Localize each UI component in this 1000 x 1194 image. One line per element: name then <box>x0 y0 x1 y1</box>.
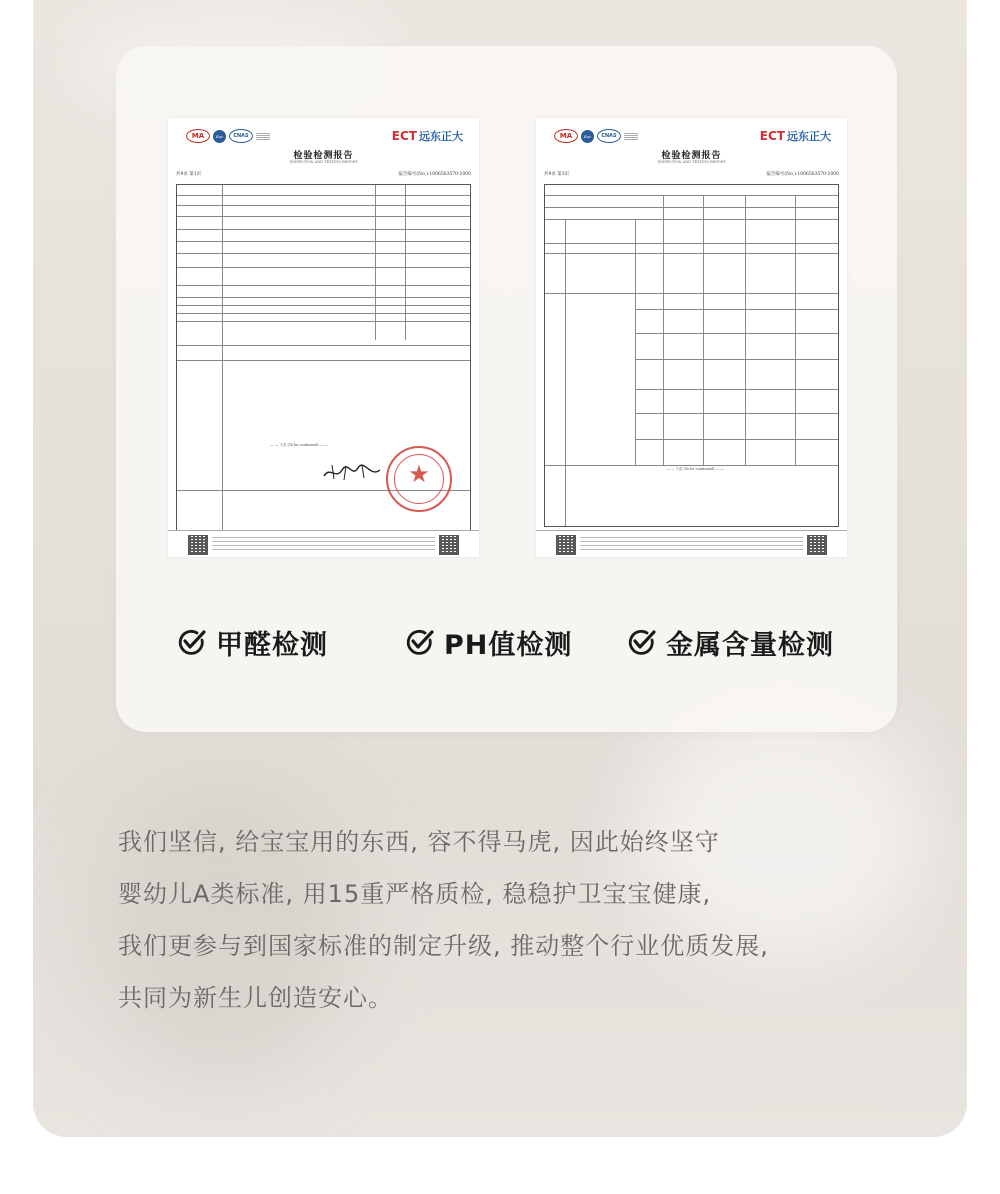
continued-note: — — 下页 (To be continued) — — <box>666 467 724 471</box>
report-meta <box>544 171 839 177</box>
page-number: 共9页 第3页 <box>544 172 570 177</box>
statement-line: 我们坚信, 给宝宝用的东西, 容不得马虎, 因此始终坚守 <box>118 828 720 856</box>
official-seal: ★ <box>386 446 452 512</box>
cnas-logo: CNAS <box>597 129 621 143</box>
statement-line: 婴幼儿A类标准, 用15重严格质检, 稳稳护卫宝宝健康, <box>118 880 712 908</box>
ilac-logo: ilac <box>213 130 226 143</box>
check-badge-icon <box>404 627 434 657</box>
feature-formaldehyde <box>176 622 328 662</box>
report-number: 报告编号(No.):1006563570-1000 <box>398 172 471 177</box>
report-number: 报告编号(No.):1006563570-1000 <box>766 172 839 177</box>
ect-brand-logo: ECT 远东正大 <box>391 129 463 143</box>
report-meta <box>176 171 471 177</box>
ilac-logo: ilac <box>581 130 594 143</box>
report-footer <box>168 530 479 557</box>
report-title: 检验检测报告 <box>293 151 354 161</box>
qr-code-icon <box>556 535 576 555</box>
certification-logos <box>554 129 638 143</box>
ma-logo: MA <box>186 129 210 143</box>
test-report-page-1 <box>168 118 479 557</box>
ect-brand-logo: ECT 远东正大 <box>759 129 831 143</box>
report-subtitle: INSPECTION AND TESTING REPORT <box>289 160 358 164</box>
feature-label: PH值检测 <box>444 629 573 661</box>
feature-ph <box>404 622 572 662</box>
page-number: 共9页 第1页 <box>176 172 202 177</box>
check-badge-icon <box>626 627 656 657</box>
report-subtitle: INSPECTION AND TESTING REPORT <box>657 160 726 164</box>
qr-code-icon <box>807 535 827 555</box>
feature-label: 甲醛检测 <box>216 629 328 661</box>
report-title: 检验检测报告 <box>661 151 722 161</box>
qr-code-icon <box>188 535 208 555</box>
feature-metal <box>626 622 834 662</box>
report-footer <box>536 530 847 557</box>
certification-logos <box>186 129 270 143</box>
statement-line: 我们更参与到国家标准的制定升级, 推动整个行业优质发展, <box>118 932 769 960</box>
results-table <box>544 184 839 527</box>
qr-code-icon <box>439 535 459 555</box>
feature-list <box>0 622 1000 662</box>
statement-line: 共同为新生儿创造安心。 <box>118 984 393 1012</box>
test-report-page-3 <box>536 118 847 557</box>
check-badge-icon <box>176 627 206 657</box>
cnas-logo: CNAS <box>229 129 253 143</box>
brand-statement <box>118 820 878 1028</box>
feature-label: 金属含量检测 <box>666 629 834 661</box>
signature-image <box>322 462 382 482</box>
continued-note: — — 下页 (To be continued) — — <box>270 443 328 447</box>
ma-logo: MA <box>554 129 578 143</box>
